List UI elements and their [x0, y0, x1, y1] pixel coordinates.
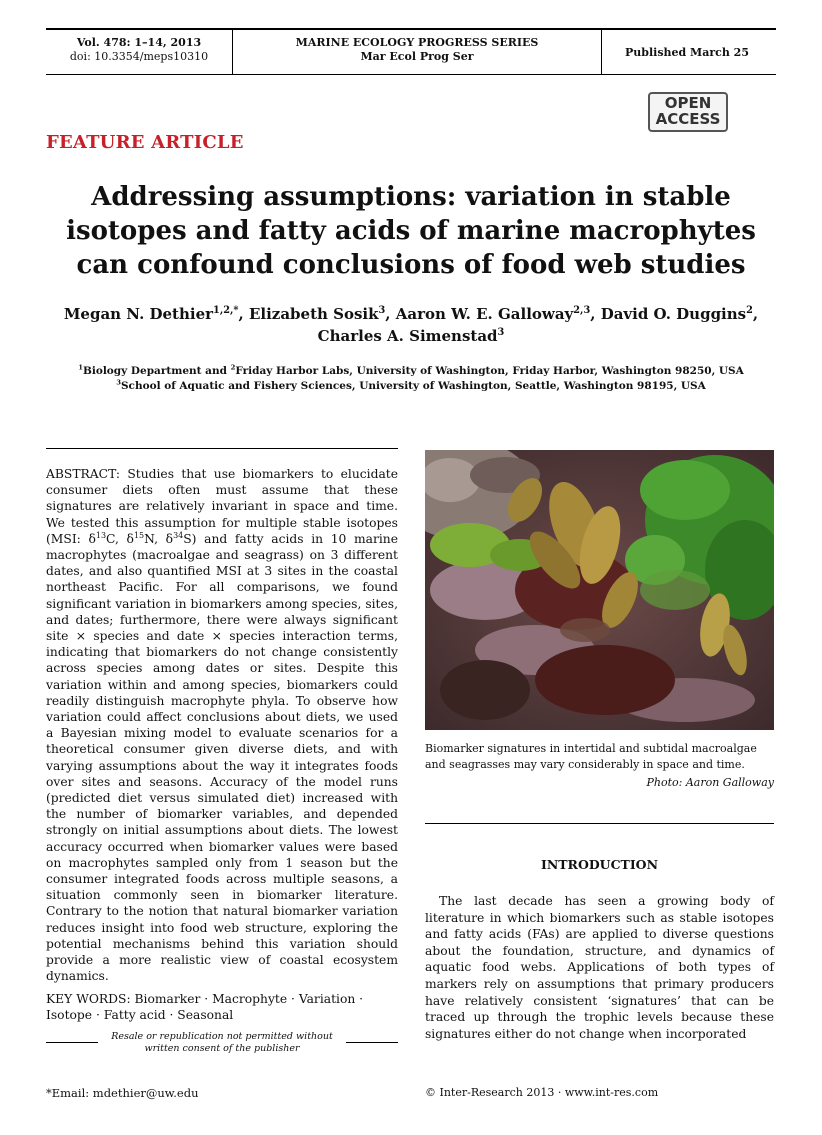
header-doi: doi: 10.3354/meps10310: [69, 50, 209, 63]
open-access-line2: ACCESS: [655, 110, 721, 128]
feature-photo: [425, 450, 774, 730]
affiliation-text: School of Aquatic and Fishery Sciences, University of Washington, Seattle, Washington 98195, USA: [120, 380, 706, 392]
author-list: [40, 303, 782, 347]
header-volume-block: [46, 36, 232, 64]
author-affiliation-mark: 1,2,: [213, 305, 234, 316]
resale-notice: Resale or republication not permitted without written consent of the publisher: [111, 1031, 333, 1054]
author-name: Elizabeth Sosik: [248, 305, 379, 323]
author-affiliation-mark: 2,3: [573, 305, 591, 316]
photo-caption: Biomarker signatures in intertidal and subtidal macroalgae and seagrasses may vary considerably in space and time.: [425, 742, 757, 771]
author-affiliation-mark: 3: [378, 305, 386, 316]
copyright-notice: © Inter-Research 2013 · www.int-res.com: [425, 1086, 659, 1099]
affiliation-line-1: [40, 364, 782, 379]
author-affiliation-mark: 3: [497, 327, 505, 338]
introduction-text: The last decade has seen a growing body of literature in which biomarkers such as stable isotopes and fatty acids (FAs) are applied to diverse questions about the foundation, structure, and dynamics of aquatic food webs. Applications of both types of markers rely on assumptions that primary producers have relatively consistent ‘signatures’ that can be traced up through the trophic levels because these signatures either do not change when incorporated: [425, 894, 774, 1041]
photo-credit: Photo: Aaron Galloway: [646, 776, 774, 789]
author-separator: ,: [385, 305, 396, 323]
header-volume: Vol. 478: 1–14, 2013: [76, 36, 202, 49]
open-access-line1: OPEN: [664, 94, 712, 112]
header-journal-block: [233, 36, 601, 64]
author-name: David O. Duggins: [600, 305, 747, 323]
resale-rule-left: [46, 1042, 98, 1043]
header-journal: MARINE ECOLOGY PROGRESS SERIES: [295, 36, 539, 49]
affiliation-mark: 2: [230, 363, 236, 372]
article-title: Addressing assumptions: variation in stable isotopes and fatty acids of marine macrophytes can confound conclusions of food web studies: [66, 182, 756, 280]
resale-rule-right: [346, 1042, 398, 1043]
affiliation-mark: 1: [78, 363, 83, 372]
keywords: KEY WORDS: Biomarker · Macrophyte · Variation · Isotope · Fatty acid · Seasonal: [46, 992, 364, 1023]
corresponding-mark: *: [233, 305, 239, 316]
intro-top-rule: [425, 823, 774, 824]
author-separator: ,: [238, 305, 249, 323]
author-name: Aaron W. E. Galloway: [395, 305, 574, 323]
header-journal-abbrev: Mar Ecol Prog Ser: [360, 50, 474, 63]
affiliation-text: Biology Department and: [82, 365, 231, 377]
header-published: Published March 25: [625, 46, 749, 59]
author-affiliation-mark: 2: [746, 305, 753, 316]
affiliation-text: Friday Harbor Labs, University of Washington, Friday Harbor, Washington 98250, USA: [235, 365, 744, 377]
abstract-text: ABSTRACT: Studies that use biomarkers to elucidate consumer diets often must assume that these signatures are relatively invariant in space and time. We tested this assumption for multiple stable isotopes (MSI: $\delta^{13}C$, $\delta^{15}N$, $\delta^{34}S$) and fatty acids in 10 marine macrophytes (macroalgae and seagrass) on 3 different dates, and also quantified MSI at 3 sites in the coastal northeast Pacific. For all comparisons, we found significant variation in biomarkers among species, sites, and dates; furthermore, there were always significant site × species and date × species interaction terms, indicating that biomarkers do not change consistently across species among dates or sites. Despite this variation within and among species, biomarkers could readily distinguish macrophyte phyla. To observe how variation could affect conclusions about diets, we used a Bayesian mixing model to evaluate scenarios for a theoretical consumer given diverse diets, and with varying assumptions about the way it integrates foods over sites and seasons. Accuracy of the model runs (predicted diet versus simulated diet) increased with the number of biomarker variables, and depended strongly on initial assumptions about diets. The lowest accuracy occurred when biomarker values were based on macrophytes sampled only from 1 season but the consumer integrated foods across multiple seasons, a situation commonly seen in biomarker literature. Contrary to the notion that natural biomarker variation reduces insight into food web structure, exploring the potential mechanisms behind this variation should provide a more realistic view of coastal ecosystem dynamics.: [46, 467, 398, 984]
header-top-rule: [46, 28, 776, 30]
abstract-top-rule: [46, 448, 398, 449]
affiliations: [40, 364, 782, 394]
author-name: Charles A. Simenstad: [317, 327, 498, 345]
affiliation-line-2: [40, 379, 782, 394]
macroalgae-photo-image: [425, 450, 774, 730]
author-separator: ,: [590, 305, 601, 323]
corresponding-email: *Email: mdethier@uw.edu: [46, 1086, 199, 1100]
feature-label: FEATURE ARTICLE: [46, 132, 244, 153]
author-name: Megan N. Dethier: [63, 305, 214, 323]
open-access-badge: [648, 92, 728, 132]
affiliation-mark: 3: [116, 378, 121, 387]
header-bottom-rule: [46, 74, 776, 75]
section-heading-introduction: INTRODUCTION: [540, 857, 658, 872]
author-separator: ,: [752, 305, 759, 323]
